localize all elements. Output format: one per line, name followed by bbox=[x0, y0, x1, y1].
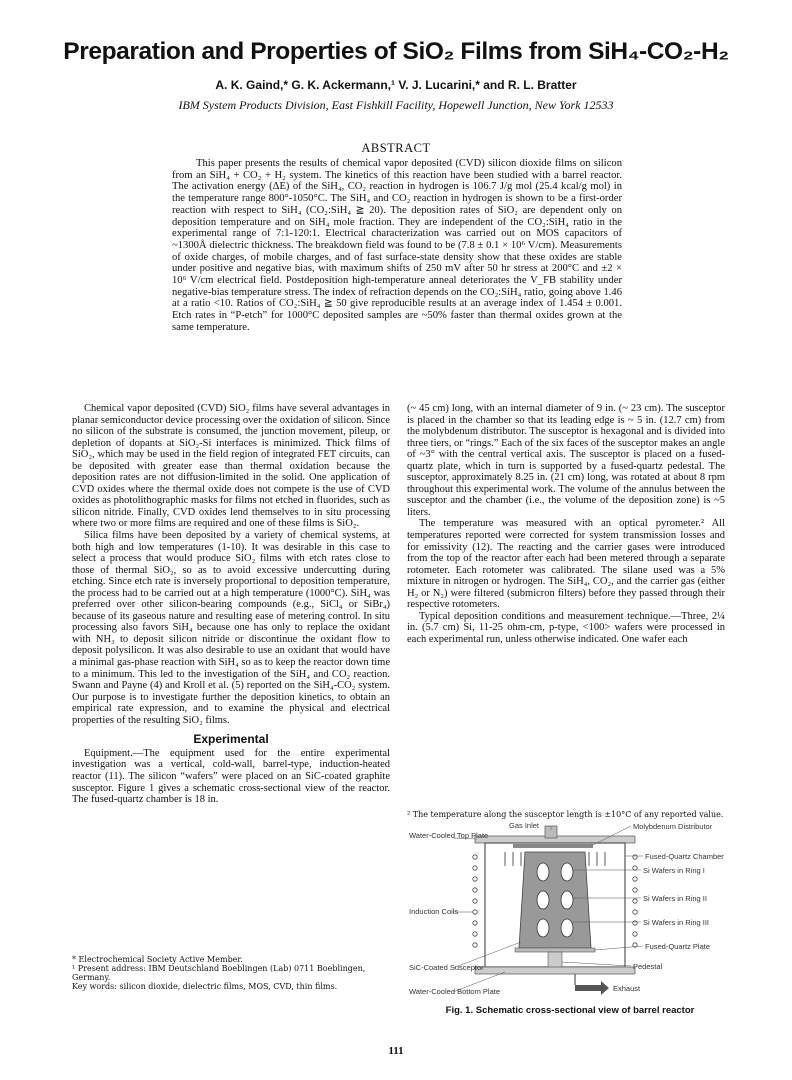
bottom-plate bbox=[475, 967, 635, 974]
paper-title: Preparation and Properties of SiO₂ Films from SiH₄-CO₂-H₂ bbox=[63, 38, 729, 65]
intro-paragraph-1: Chemical vapor deposited (CVD) SiO₂ films have several advantages in planar semiconductor device processing over the oxidation of silicon. Since no silicon of the substrate is consumed, the junction movement, pileup, or depletion of dopants at SiO₂-Si interfaces is minimized. Thick films of SiO₂, which may be used in the field region of integrated FET circuits, can be deposited with greater ease than thermal oxidation because the deposition rates are not diffusion-limited in the solid. One application of CVD oxides where the thermal oxide does not compete is the use of CVD oxides as photolithographic masks for films not etched in fluorides, such as silicon nitride. Finally, CVD oxides lend themselves to in situ processing where two or more films are required and one of these films is SiO₂. bbox=[72, 403, 390, 530]
susceptor bbox=[519, 852, 591, 948]
label-induction-coils: Induction Coils bbox=[409, 907, 459, 916]
section-heading-experimental: Experimental bbox=[193, 732, 269, 747]
right-column bbox=[407, 403, 725, 645]
page-number: 111 bbox=[388, 1045, 404, 1057]
label-fused-quartz-chamber: Fused-Quartz Chamber bbox=[645, 852, 724, 861]
author-list: A. K. Gaind,* G. K. Ackermann,¹ V. J. Lucarini,* and R. L. Bratter bbox=[215, 78, 577, 92]
right-footnote bbox=[407, 810, 725, 819]
reactor-paragraph: (~ 45 cm) long, with an internal diameter of 9 in. (~ 23 cm). The susceptor is placed in the chamber so that its leading edge is ~ 5 in. (12.7 cm) from the molybdenum distributor. The susceptor is hexagonal and is divided into three tiers, or “rings.” Each of the six faces of the susceptor makes an angle of ~3° with the central vertical axis. The susceptor is placed on a fused-quartz plate, which in turn is supported by a fused-quartz pedestal. The susceptor, approximately 8.25 in. (21 cm) long, was rotated at about 8 rpm throughout this experimental work. The volume of the annulus between the susceptor and the chamber (i.e., the volume of the deposition zone) is ~5 liters. bbox=[407, 403, 725, 518]
label-gas-inlet: Gas Inlet bbox=[509, 822, 540, 830]
footnote-address: ¹ Present address: IBM Deutschland Boeblingen (Lab) 0711 Boeblingen, Germany. bbox=[72, 964, 366, 982]
footnote-member: * Electrochemical Society Active Member. bbox=[72, 955, 243, 964]
molybdenum-distributor bbox=[513, 844, 593, 848]
footnote-temperature: ² The temperature along the susceptor length is ±10°C of any reported value. bbox=[407, 810, 724, 819]
label-water-cooled-bottom-plate: Water-Cooled Bottom Plate bbox=[409, 987, 501, 996]
label-fused-quartz-plate: Fused-Quartz Plate bbox=[645, 942, 711, 951]
label-molybdenum-distributor: Molybdenum Distributor bbox=[633, 822, 713, 831]
label-ring-3: Si Wafers in Ring III bbox=[643, 918, 709, 927]
pedestal bbox=[548, 952, 562, 968]
label-exhaust: Exhaust bbox=[613, 984, 641, 993]
exhaust-arrow-icon bbox=[575, 981, 609, 995]
intro-paragraph-2: Silica films have been deposited by a variety of chemical systems, at both high and low temperatures (1-10). It was desirable in this case to select a process that would produce SiO₂ films with etch rates close to those of thermal SiO₂, so as to avoid excessive undercutting during etching. Since etch rate is inversely proportional to deposition temperature, the process had to be carried out at a high temperature (1000°C). SiH₄ was preferred over other silicon-bearing compounds (e.g., SiCl₄ or SiBr₄) because of its gaseous nature and resulting ease of metering control. In situ processing also favors SiH₄ because one has only to replace the oxidant with NH₃ to deposit silicon nitride or discontinue the oxidant flow to deposit polysilicon. It was also desirable to use an oxidant that would have a minimal gas-phase reaction with SiH₄ so as to keep the reactor down time to a minimum. This led to the investigation of the SiH₄ and CO₂ reaction. Swann and Payne (4) and Kroll et al. (5) reported on the SiH₄-CO₂ system. Our purpose is to investigate further the deposition kinetics, to obtain an empirical rate expression, and to examine the physical and electrical properties of the resulting SiO₂ films. bbox=[72, 530, 390, 726]
abstract-heading: ABSTRACT bbox=[361, 141, 431, 155]
left-column bbox=[72, 403, 390, 806]
reactor-figure bbox=[405, 822, 735, 1002]
figure-caption: Fig. 1. Schematic cross-sectional view of barrel reactor bbox=[445, 1005, 695, 1016]
label-pedestal: Pedestal bbox=[633, 962, 663, 971]
temperature-paragraph: The temperature was measured with an optical pyrometer.² All temperatures reported were corrected for system transmission losses and for emissivity (12). The reacting and the carrier gases were introduced from the top of the reactor after each had been metered through a separate rotometer. Each rotometer was calibrated. The silane used was a 5% mixture in nitrogen or hydrogen. The SiH₄, CO₂, and the carrier gas (either H₂ or N₂) were filtered (submicron filters) before they passed through their respective rotometers. bbox=[407, 518, 725, 611]
quartz-plate bbox=[515, 948, 595, 952]
abstract-text: This paper presents the results of chemical vapor deposited (CVD) silicon dioxide films on silicon from an SiH₄ + CO₂ + H₂ system. The kinetics of this reaction have been studied with a barrel reactor. The activation energy (ΔE) of the SiH₄, CO₂ reaction in hydrogen is 106.7 J/g mol (25.4 kcal/g mol) in the temperature range 800°-1050°C. The SiH₄ and CO₂ reaction in hydrogen is shown to be a first-order reaction with respect to SiH₄ (CO₂:SiH₄ ≧ 20). The deposition rates of SiO₂ are dependent only on deposition temperature and on SiH₄ mole fraction. They are independent of the CO₂:SiH₄ ratio in the experimental range of 7:1-120:1. Electrical characterization was carried out on MOS capacitors of ~1300Å dielectric thickness. The breakdown field was found to be (7.8 ± 0.1 × 10⁶ V/cm). Measurements of oxide charges, of mobile charges, and of fast surface-state density show that these oxides are stable under positive and negative bias, with maximum shifts of 250 mV after 50 hr stress at 200°C and ±2 × 10⁶ V/cm electrical field. Postdeposition high-temperature anneal deteriorates the V_FB stability under negative-bias temperature stress. The index of refraction depends on the CO₂:SiH₄ ratio, going above 1.46 at a ratio <10. Ratios of CO₂:SiH₄ ≧ 50 give reproducible results at an average index of 1.454 ± 0.001. Etch rates in “P-etch” for 1000°C deposited samples are ~50% faster than thermal oxides grown at the same temperature. bbox=[172, 158, 622, 333]
equipment-paragraph: Equipment.—The equipment used for the entire experimental investigation was a vertical, cold-wall, barrel-type, induction-heated reactor (11). The silicon “wafers” were placed on an SiC-coated graphite susceptor. Figure 1 gives a schematic cross-sectional view of the reactor. The fused-quartz chamber is 18 in. bbox=[72, 747, 390, 806]
label-sic-susceptor: SiC-Coated Susceptor bbox=[409, 963, 484, 972]
label-water-cooled-top-plate: Water-Cooled Top Plate bbox=[409, 831, 489, 840]
conditions-paragraph: Typical deposition conditions and measurement technique.—Three, 2¼ in. (5.7 cm) Si, 11-25 ohm-cm, p-type, <100> wafers were processed in each experimental run, unless otherwise indicated. One wafer each bbox=[407, 610, 725, 645]
footnote-keywords: Key words: silicon dioxide, dielectric films, MOS, CVD, thin films. bbox=[72, 982, 338, 991]
affiliation: IBM System Products Division, East Fishkill Facility, Hopewell Junction, New York 12533 bbox=[178, 98, 614, 112]
label-ring-2: Si Wafers in Ring II bbox=[643, 894, 707, 903]
left-footnotes bbox=[72, 955, 390, 991]
label-ring-1: Si Wafers in Ring I bbox=[643, 866, 705, 875]
